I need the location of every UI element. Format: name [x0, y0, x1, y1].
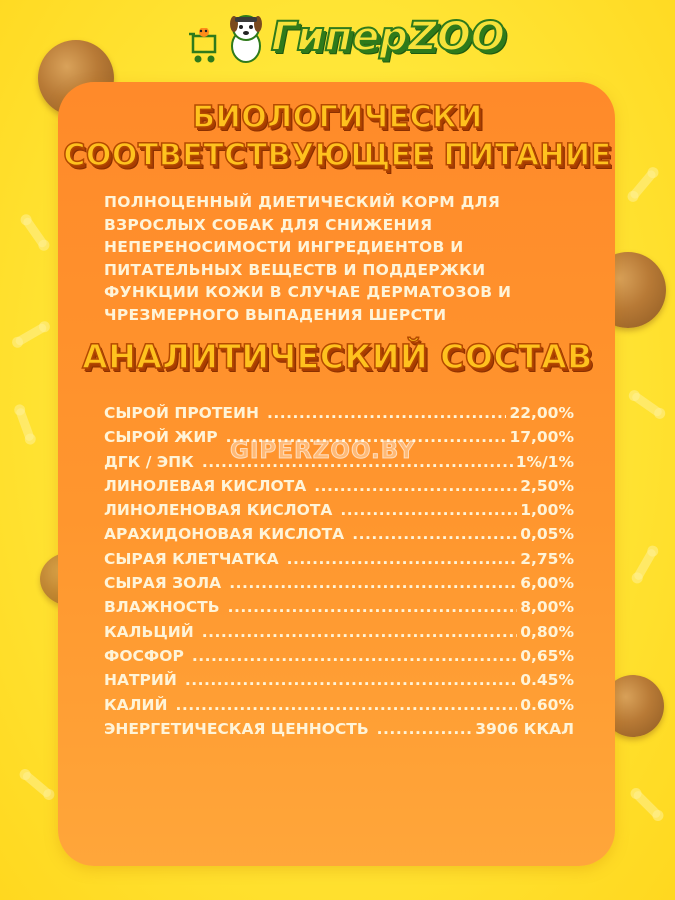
dot-leader: [175, 696, 517, 714]
nutrient-row: [104, 647, 574, 671]
nutrient-value: 0,05%: [520, 525, 574, 544]
nutrient-label: КАЛЬЦИЙ: [104, 622, 194, 641]
dot-leader: [287, 550, 518, 568]
nutrient-label: ДГК / ЭПК: [104, 452, 194, 471]
nutrient-value: 8,00%: [520, 598, 574, 617]
title-line-1: БИОЛОГИЧЕСКИ: [192, 100, 483, 135]
nutrient-value: 0,80%: [520, 622, 574, 641]
dot-leader: [202, 623, 518, 641]
nutrient-row: [104, 574, 574, 598]
nutrient-value: 2,50%: [520, 476, 574, 495]
bone-decoration: [15, 407, 35, 442]
nutrient-row: [104, 525, 574, 549]
bone-decoration: [629, 169, 658, 201]
nutrient-row: [104, 477, 574, 501]
nutrient-label: АРАХИДОНОВАЯ КИСЛОТА: [104, 525, 345, 544]
nutrient-row: [104, 501, 574, 525]
nutrient-label: ЛИНОЛЕВАЯ КИСЛОТА: [104, 476, 307, 495]
nutrient-label: ФОСФОР: [104, 646, 184, 665]
nutrient-value: 0.45%: [520, 671, 574, 690]
dot-leader: [352, 525, 517, 543]
dot-leader: [377, 720, 473, 738]
nutrient-value: 22,00%: [509, 404, 574, 422]
nutrient-row: [104, 598, 574, 622]
nutrient-label: ЛИНОЛЕНОВАЯ КИСЛОТА: [104, 501, 333, 520]
title-line-2: СООТВЕТСТВУЮЩЕЕ ПИТАНИЕ: [63, 138, 612, 173]
nutrient-value: 1,00%: [520, 501, 574, 520]
nutrient-row: [104, 696, 574, 720]
nutrient-row: [104, 720, 574, 744]
bone-decoration: [632, 789, 662, 819]
watermark: GIPERZOO.BY: [230, 438, 416, 464]
nutrient-value: 17,00%: [509, 428, 574, 447]
nutrient-label: СЫРАЯ КЛЕТЧАТКА: [104, 549, 279, 568]
dot-leader: [267, 404, 506, 422]
nutrient-label: СЫРОЙ ПРОТЕИН: [104, 404, 259, 422]
dot-leader: [185, 671, 517, 689]
nutrient-row: [104, 550, 574, 574]
dot-leader: [314, 477, 517, 495]
brand-logo: [183, 10, 505, 74]
nutrient-row: [104, 671, 574, 695]
dot-leader: [192, 647, 517, 665]
nutrient-label: ВЛАЖНОСТЬ: [104, 598, 220, 617]
dog-mascot-icon: [223, 12, 269, 64]
nutrient-value: 6,00%: [520, 574, 574, 593]
product-description: ПОЛНОЦЕННЫЙ ДИЕТИЧЕСКИЙ КОРМ ДЛЯ ВЗРОСЛЫХ СОБАК ДЛЯ СНИЖЕНИЯ НЕПЕРЕНОСИМОСТИ ИНГРЕДИЕНТОВ И ПИТАТЕЛЬНЫХ ВЕЩЕСТВ И ПОДДЕРЖКИ ФУНКЦИИ КОЖИ В СЛУЧАЕ ДЕРМАТОЗОВ И ЧРЕЗМЕРНОГО ВЫПАДЕНИЯ ШЕРСТИ: [104, 193, 512, 324]
nutrient-value: 1%/1%: [515, 452, 574, 471]
nutrient-row: [104, 623, 574, 647]
nutrient-label: КАЛИЙ: [104, 695, 168, 714]
nutrient-label: НАТРИЙ: [104, 671, 177, 690]
nutrient-value: 3906 ККАЛ: [475, 719, 574, 738]
bone-decoration: [21, 770, 53, 799]
bone-decoration: [22, 216, 49, 249]
shopping-cart-icon: [189, 28, 225, 68]
nutrient-value: 2,75%: [520, 549, 574, 568]
nutrient-row: [104, 404, 574, 428]
composition-title: АНАЛИТИЧЕСКИЙ СОСТАВ: [82, 337, 593, 376]
nutrient-label: ЭНЕРГЕТИЧЕСКАЯ ЦЕННОСТЬ: [104, 719, 369, 738]
nutrient-label: СЫРАЯ ЗОЛА: [104, 574, 222, 593]
bone-decoration: [633, 548, 658, 582]
nutrient-value: 0,65%: [520, 646, 574, 665]
dot-leader: [228, 598, 518, 616]
bone-decoration: [630, 391, 663, 418]
dot-leader: [340, 501, 517, 519]
dot-leader: [229, 574, 517, 592]
nutrient-label: СЫРОЙ ЖИР: [104, 428, 218, 447]
brand-name: ГиперZOO: [271, 14, 505, 60]
nutrient-value: 0.60%: [520, 695, 574, 714]
